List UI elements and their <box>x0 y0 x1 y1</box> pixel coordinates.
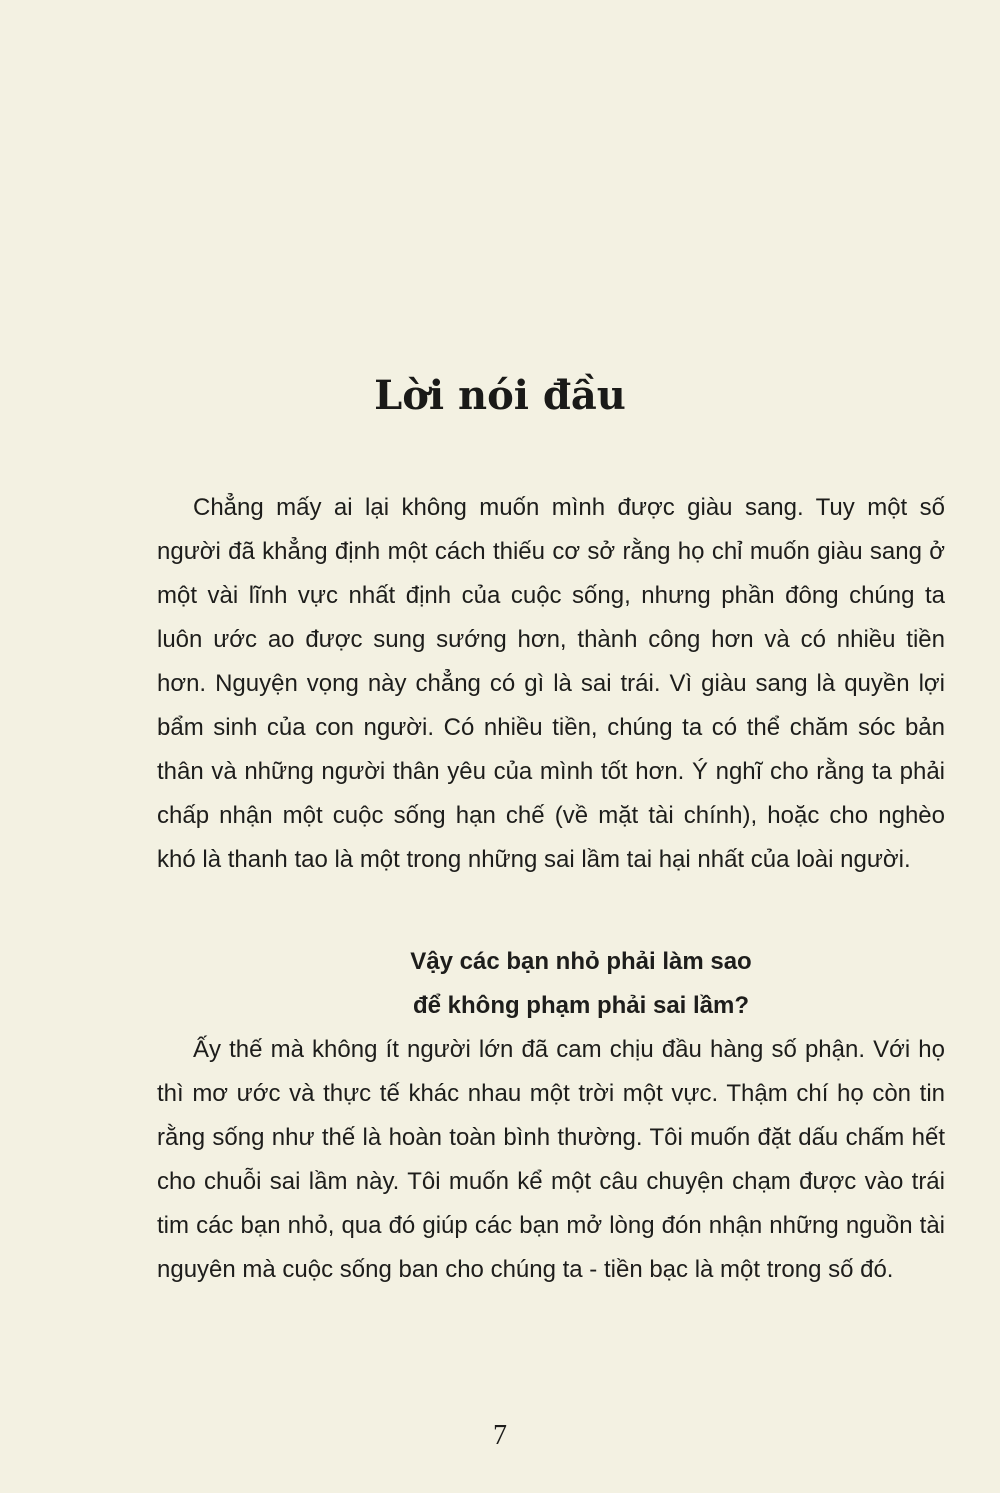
subheading-line-2: để không phạm phải sai lầm? <box>412 992 750 1019</box>
page-title: Lời nói đầu <box>374 372 626 419</box>
page-body <box>157 486 945 1292</box>
subheading-line-1: Vậy các bạn nhỏ phải làm sao <box>410 948 752 975</box>
section-subheading <box>157 940 945 1028</box>
page-number: 7 <box>493 1420 507 1451</box>
paragraph-intro: Chẳng mấy ai lại không muốn mình được giàu sang. Tuy một số người đã khẳng định một cách thiếu cơ sở rằng họ chỉ muốn giàu sang ở một vài lĩnh vực nhất định của cuộc sống, nhưng phần đông chúng ta luôn ước ao được sung sướng hơn, thành công hơn và có nhiều tiền hơn. Nguyện vọng này chẳng có gì là sai trái. Vì giàu sang là quyền lợi bẩm sinh của con người. Có nhiều tiền, chúng ta có thể chăm sóc bản thân và những người thân yêu của mình tốt hơn. Ý nghĩ cho rằng ta phải chấp nhận một cuộc sống hạn chế (về mặt tài chính), hoặc cho nghèo khó là thanh tao là một trong những sai lầm tai hại nhất của loài người. <box>157 494 945 873</box>
paragraph-second: Ấy thế mà không ít người lớn đã cam chịu đầu hàng số phận. Với họ thì mơ ước và thực tế khác nhau một trời một vực. Thậm chí họ còn tin rằng sống như thế là hoàn toàn bình thường. Tôi muốn đặt dấu chấm hết cho chuỗi sai lầm này. Tôi muốn kể một câu chuyện chạm được vào trái tim các bạn nhỏ, qua đó giúp các bạn mở lòng đón nhận những nguồn tài nguyên mà cuộc sống ban cho chúng ta - tiền bạc là một trong số đó. <box>157 1036 945 1283</box>
